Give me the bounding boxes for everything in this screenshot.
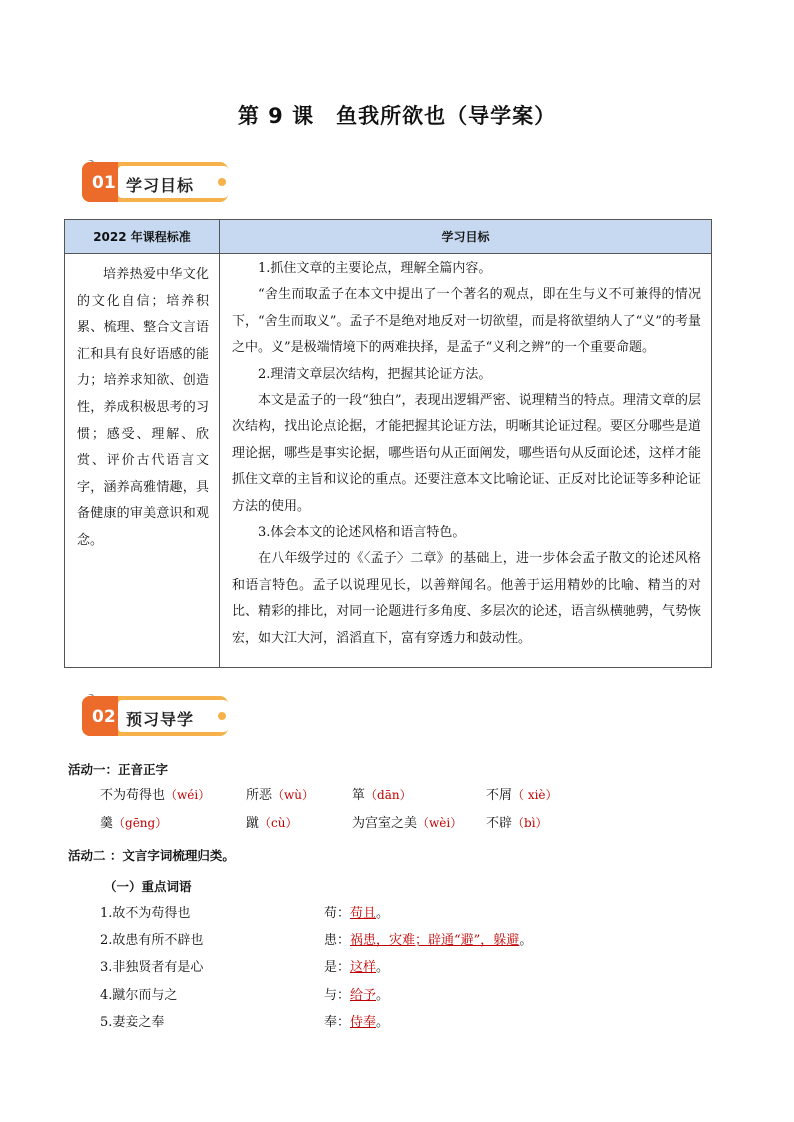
goals-cell xyxy=(220,254,712,668)
pinyin-item: 箪（dān） xyxy=(352,788,412,803)
standard-cell xyxy=(65,254,220,668)
section-label: 学习目标 xyxy=(126,176,195,195)
goal-3-detail: 在八年级学过的《〈孟子〉二章》的基础上，进一步体会孟子散文的论述风格和语言特色。孟子以说理见长，以善辩闻名。他善于运用精妙的比喻、精当的对比、精彩的排比，对同一论题进行多角度、多层次的论述，语言纵横驰骋，气势恢宏，如大江大河，滔滔直下，富有穿透力和鼓动性。 xyxy=(232,551,701,646)
section-badge-01 xyxy=(82,160,232,202)
table-header-goals: 学习目标 xyxy=(220,220,712,254)
activity2-subtitle: （一）重点词语 xyxy=(104,879,192,894)
goal-1-detail: “舍生而取孟子在本文中提出了一个著名的观点，即在生与义不可兼得的情况下，“舍生而取义”。孟子不是绝对地反对一切欲望，而是将欲望纳人了“义”的考量之中。义”是极端情境下的两难抉择，是孟子“义利之辨”的一个重要命题。 xyxy=(232,287,701,356)
pinyin-item: 蹴（cù） xyxy=(246,816,298,831)
section-number: 02 xyxy=(92,707,116,727)
pinyin-item: 不屑（ xiè） xyxy=(486,788,558,803)
section-badge-02 xyxy=(82,694,232,736)
goal-3: 3.体会本文的论述风格和语言特色。 xyxy=(258,525,466,541)
pinyin-item: 为宫室之美（wèi） xyxy=(352,816,463,831)
pinyin-item: 所恶（wù） xyxy=(246,788,315,803)
activity1-title: 活动一：正音正字 xyxy=(68,762,169,777)
goal-2: 2.理清文章层次结构，把握其论证方法。 xyxy=(258,366,492,382)
goal-2-detail: 本文是孟子的一段“独白”，表现出逻辑严密、说理精当的特点。理清文章的层次结构，找出论点论据，才能把握其论证方法，明晰其论证过程。要区分哪些是道理论据，哪些是事实论据，哪些语句从正面阐发，哪些语句从反面论述，这样才能抓住文章的主旨和议论的重点。还要注意本文比喻论证、正反对比论证等多种论证方法的使用。 xyxy=(232,393,701,514)
pinyin-item: 羹（gēng） xyxy=(100,816,168,831)
standard-text: 培养热爱中华文化的文化自信；培养积累、梳理、整合文言语汇和具有良好语感的能力；培养求知欲、创造性，养成积极思考的习惯；感受、理解、欣赏、评价古代语言文字，涵养高雅情趣，具备健康的审美意识和观念。 xyxy=(77,267,209,548)
page-title: 第 9 课 鱼我所欲也（导学案） xyxy=(237,104,557,128)
activity2-title: 活动二 ：文言字词梳理归类。 xyxy=(68,848,235,863)
section-label: 预习导学 xyxy=(126,710,195,729)
goals-table xyxy=(64,219,712,668)
section-number: 01 xyxy=(92,173,116,193)
pinyin-item: 不辟（bì） xyxy=(486,816,548,831)
table-header-standard: 2022 年课程标准 xyxy=(65,220,220,254)
pinyin-item: 不为苟得也（wéi） xyxy=(100,788,211,803)
goal-1: 1.抓住文章的主要论点，理解全篇内容。 xyxy=(258,261,492,276)
